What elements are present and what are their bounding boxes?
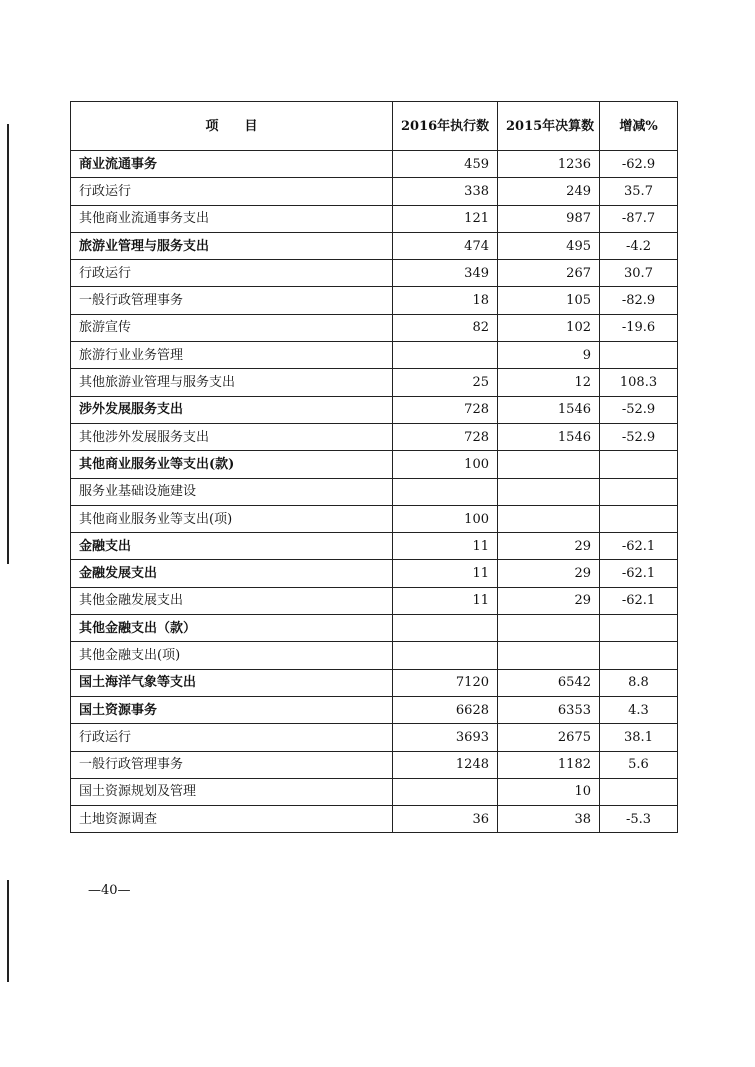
row-exec-2016: 18: [393, 287, 498, 314]
row-item-name: 其他金融支出（款）: [71, 615, 393, 642]
row-change: [600, 615, 678, 642]
row-final-2015: 267: [498, 260, 600, 287]
row-final-2015: 12: [498, 369, 600, 396]
row-exec-2016: 11: [393, 533, 498, 560]
binding-margin-line-bottom: [7, 880, 9, 982]
row-final-2015: 29: [498, 587, 600, 614]
row-item-name: 其他商业流通事务支出: [71, 205, 393, 232]
row-final-2015: [498, 451, 600, 478]
row-item-name: 其他涉外发展服务支出: [71, 423, 393, 450]
row-exec-2016: [393, 778, 498, 805]
row-exec-2016: 100: [393, 451, 498, 478]
table-row: [71, 751, 678, 778]
row-final-2015: 105: [498, 287, 600, 314]
row-exec-2016: 82: [393, 314, 498, 341]
row-change: 4.3: [600, 696, 678, 723]
row-item-name: 国土资源规划及管理: [71, 778, 393, 805]
row-change: [600, 342, 678, 369]
table-row: [71, 533, 678, 560]
row-change: [600, 642, 678, 669]
row-final-2015: 1236: [498, 151, 600, 178]
row-change: -52.9: [600, 396, 678, 423]
row-item-name: 旅游行业业务管理: [71, 342, 393, 369]
table-row: [71, 778, 678, 805]
row-change: -52.9: [600, 423, 678, 450]
row-exec-2016: [393, 642, 498, 669]
header-final-2015: 2015年决算数: [498, 102, 600, 151]
row-final-2015: 9: [498, 342, 600, 369]
row-item-name: 涉外发展服务支出: [71, 396, 393, 423]
table-header-row: [71, 102, 678, 151]
table-row: [71, 696, 678, 723]
table-row: [71, 260, 678, 287]
table-row: [71, 396, 678, 423]
budget-table: [70, 101, 678, 833]
row-final-2015: 6542: [498, 669, 600, 696]
row-change: [600, 478, 678, 505]
row-final-2015: 249: [498, 178, 600, 205]
row-exec-2016: 474: [393, 232, 498, 259]
row-item-name: 商业流通事务: [71, 151, 393, 178]
table-row: [71, 314, 678, 341]
row-change: -5.3: [600, 806, 678, 833]
row-exec-2016: 11: [393, 587, 498, 614]
row-change: -62.9: [600, 151, 678, 178]
table-row: [71, 587, 678, 614]
table-body: [71, 151, 678, 833]
table-row: [71, 642, 678, 669]
row-final-2015: 29: [498, 560, 600, 587]
row-item-name: 国土资源事务: [71, 696, 393, 723]
row-change: 5.6: [600, 751, 678, 778]
row-exec-2016: 459: [393, 151, 498, 178]
row-item-name: 其他金融支出(项): [71, 642, 393, 669]
table-row: [71, 232, 678, 259]
row-final-2015: [498, 478, 600, 505]
table-row: [71, 724, 678, 751]
row-change: [600, 451, 678, 478]
row-exec-2016: 121: [393, 205, 498, 232]
row-change: -62.1: [600, 533, 678, 560]
row-exec-2016: 728: [393, 396, 498, 423]
row-item-name: 服务业基础设施建设: [71, 478, 393, 505]
row-item-name: 其他商业服务业等支出(项): [71, 505, 393, 532]
row-exec-2016: 6628: [393, 696, 498, 723]
row-change: [600, 505, 678, 532]
row-exec-2016: 36: [393, 806, 498, 833]
header-exec-2016: 2016年执行数: [393, 102, 498, 151]
row-exec-2016: [393, 342, 498, 369]
header-change: 增减%: [600, 102, 678, 151]
row-change: -19.6: [600, 314, 678, 341]
row-exec-2016: 338: [393, 178, 498, 205]
table-row: [71, 287, 678, 314]
table-row: [71, 669, 678, 696]
row-final-2015: 102: [498, 314, 600, 341]
row-item-name: 一般行政管理事务: [71, 287, 393, 314]
row-final-2015: [498, 615, 600, 642]
row-change: 108.3: [600, 369, 678, 396]
row-item-name: 金融发展支出: [71, 560, 393, 587]
row-item-name: 行政运行: [71, 178, 393, 205]
row-item-name: 旅游业管理与服务支出: [71, 232, 393, 259]
table-row: [71, 178, 678, 205]
row-exec-2016: 349: [393, 260, 498, 287]
row-final-2015: 2675: [498, 724, 600, 751]
row-item-name: 行政运行: [71, 724, 393, 751]
row-final-2015: 10: [498, 778, 600, 805]
table-row: [71, 806, 678, 833]
row-change: -4.2: [600, 232, 678, 259]
binding-margin-line-top: [7, 124, 9, 564]
table-row: [71, 423, 678, 450]
table-row: [71, 151, 678, 178]
row-item-name: 一般行政管理事务: [71, 751, 393, 778]
table-row: [71, 505, 678, 532]
row-final-2015: [498, 505, 600, 532]
row-final-2015: [498, 642, 600, 669]
row-final-2015: 29: [498, 533, 600, 560]
row-change: -82.9: [600, 287, 678, 314]
row-item-name: 其他商业服务业等支出(款): [71, 451, 393, 478]
row-change: -87.7: [600, 205, 678, 232]
row-item-name: 行政运行: [71, 260, 393, 287]
row-exec-2016: 7120: [393, 669, 498, 696]
row-exec-2016: 728: [393, 423, 498, 450]
row-exec-2016: 3693: [393, 724, 498, 751]
row-exec-2016: 100: [393, 505, 498, 532]
row-item-name: 其他旅游业管理与服务支出: [71, 369, 393, 396]
row-exec-2016: 1248: [393, 751, 498, 778]
row-final-2015: 1546: [498, 396, 600, 423]
header-item: 项 目: [71, 102, 393, 151]
row-exec-2016: 11: [393, 560, 498, 587]
row-final-2015: 495: [498, 232, 600, 259]
row-change: 30.7: [600, 260, 678, 287]
table-row: [71, 451, 678, 478]
row-final-2015: 6353: [498, 696, 600, 723]
table-row: [71, 342, 678, 369]
row-item-name: 土地资源调查: [71, 806, 393, 833]
row-change: -62.1: [600, 587, 678, 614]
row-item-name: 金融支出: [71, 533, 393, 560]
row-exec-2016: 25: [393, 369, 498, 396]
row-change: -62.1: [600, 560, 678, 587]
row-change: 8.8: [600, 669, 678, 696]
row-exec-2016: [393, 478, 498, 505]
table-row: [71, 478, 678, 505]
table-row: [71, 369, 678, 396]
row-change: [600, 778, 678, 805]
row-final-2015: 1182: [498, 751, 600, 778]
row-change: 35.7: [600, 178, 678, 205]
row-item-name: 旅游宣传: [71, 314, 393, 341]
row-change: 38.1: [600, 724, 678, 751]
table-row: [71, 560, 678, 587]
row-item-name: 国土海洋气象等支出: [71, 669, 393, 696]
row-final-2015: 1546: [498, 423, 600, 450]
table-row: [71, 615, 678, 642]
row-item-name: 其他金融发展支出: [71, 587, 393, 614]
row-final-2015: 987: [498, 205, 600, 232]
row-final-2015: 38: [498, 806, 600, 833]
row-exec-2016: [393, 615, 498, 642]
page-number: —40—: [88, 883, 131, 898]
table-row: [71, 205, 678, 232]
